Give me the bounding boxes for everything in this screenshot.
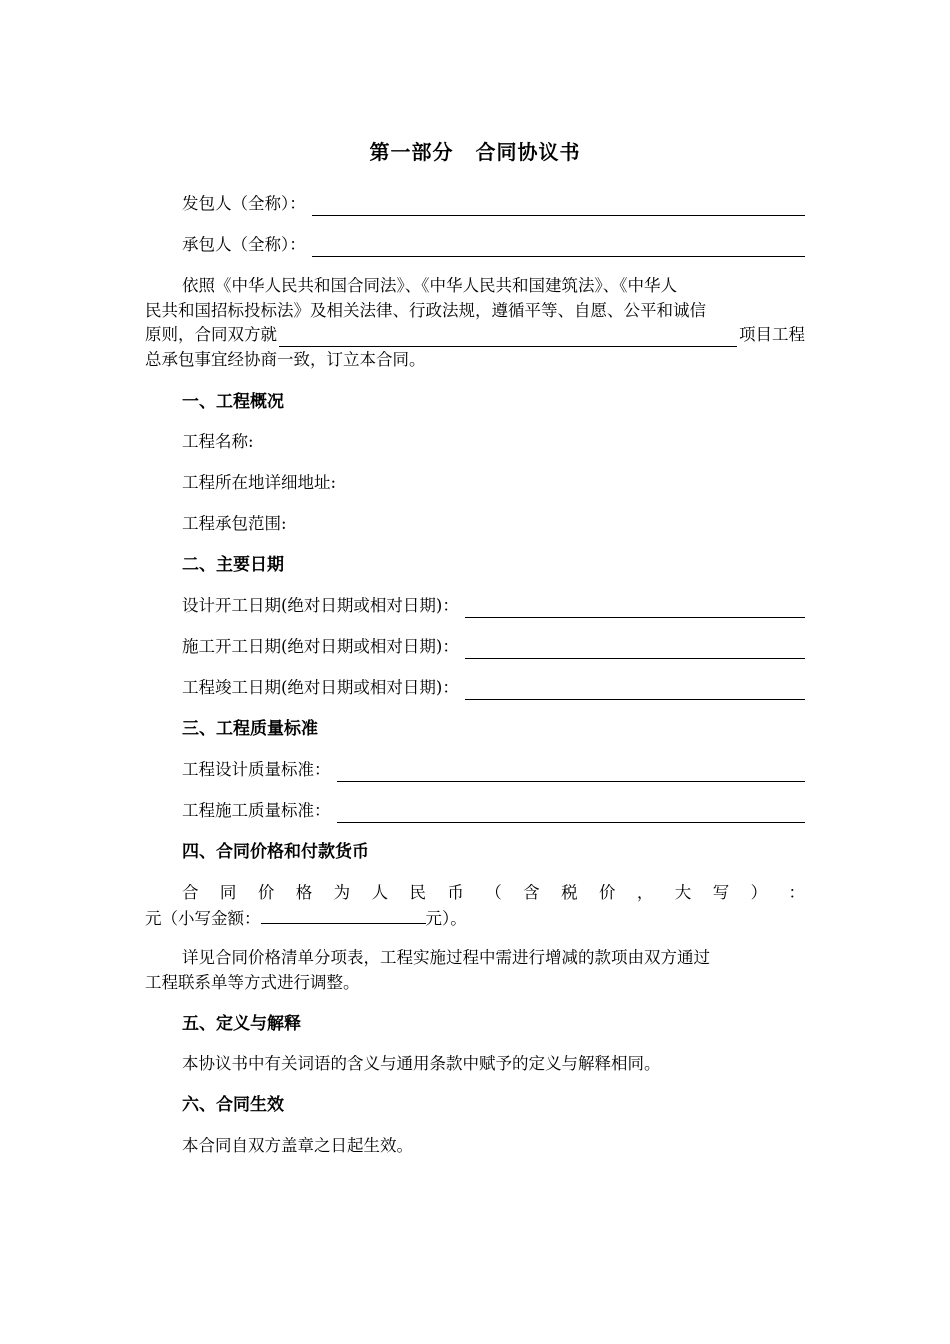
construction-start-row xyxy=(182,635,805,659)
price-char: 格 xyxy=(295,883,313,902)
preamble-line-4: 总承包事宜经协商一致，订立本合同。 xyxy=(145,350,426,369)
preamble-line-1: 依照《中华人民共和国合同法》、《中华人民共和国建筑法》、《中华人 xyxy=(182,276,677,295)
project-scope-label: 工程承包范围: xyxy=(182,514,287,533)
contractor-row xyxy=(182,233,805,257)
price-char: ） xyxy=(750,883,768,902)
preamble-line-3 xyxy=(145,323,805,347)
price-char: 税 xyxy=(561,883,578,902)
project-name-label: 工程名称: xyxy=(182,432,254,451)
section-1-heading: 一、工程概况 xyxy=(182,392,284,412)
price-char: 含 xyxy=(523,883,540,902)
contractor-blank[interactable] xyxy=(312,238,805,257)
construction-start-label: 施工开工日期(绝对日期或相对日期)： xyxy=(182,637,459,656)
completion-blank[interactable] xyxy=(465,681,805,700)
effectiveness-text: 本合同自双方盖章之日起生效。 xyxy=(182,1136,413,1155)
project-address-label: 工程所在地详细地址: xyxy=(182,473,337,492)
construction-quality-blank[interactable] xyxy=(337,804,806,823)
price-char: 大 xyxy=(674,883,692,902)
definitions-text: 本协议书中有关词语的含义与通用条款中赋予的定义与解释相同。 xyxy=(182,1054,661,1073)
amount-prefix: 元（小写金额： xyxy=(145,909,261,928)
preamble-line-3-prefix: 原则，合同双方就 xyxy=(145,325,277,344)
section-5-heading: 五、定义与解释 xyxy=(182,1014,301,1034)
contractor-label: 承包人（全称）： xyxy=(182,235,306,254)
completion-row xyxy=(182,676,805,700)
design-start-row xyxy=(182,594,805,618)
completion-label: 工程竣工日期(绝对日期或相对日期)： xyxy=(182,678,459,697)
design-quality-row xyxy=(182,758,805,782)
construction-start-blank[interactable] xyxy=(465,640,805,659)
design-start-blank[interactable] xyxy=(465,599,805,618)
amount-line xyxy=(145,905,805,931)
section-3-heading: 三、工程质量标准 xyxy=(182,719,318,739)
price-char: （ xyxy=(485,883,502,902)
title-name: 合同协议书 xyxy=(475,140,581,164)
price-char: 币 xyxy=(447,883,464,902)
employer-blank[interactable] xyxy=(312,197,805,216)
document-page xyxy=(145,0,805,1344)
price-char: 同 xyxy=(219,883,237,902)
price-detail-line-2: 工程联系单等方式进行调整。 xyxy=(145,973,360,992)
price-char: 民 xyxy=(409,883,426,902)
project-name-blank[interactable] xyxy=(279,328,737,347)
price-char: 价 xyxy=(598,883,616,902)
design-start-label: 设计开工日期(绝对日期或相对日期)： xyxy=(182,596,459,615)
price-char: 价 xyxy=(257,883,275,902)
section-6-heading: 六、合同生效 xyxy=(182,1095,284,1115)
amount-suffix: 元）。 xyxy=(425,909,467,928)
design-quality-label: 工程设计质量标准： xyxy=(182,760,331,779)
preamble-line-2: 民共和国招标投标法》及相关法律、行政法规，遵循平等、自愿、公平和诚信 xyxy=(145,301,706,320)
contract-price-line xyxy=(182,881,805,905)
price-detail-line-1: 详见合同价格清单分项表，工程实施过程中需进行增减的款项由双方通过 xyxy=(182,948,710,967)
page-title xyxy=(145,136,805,165)
construction-quality-row xyxy=(182,799,805,823)
section-4-heading: 四、合同价格和付款货币 xyxy=(182,842,369,862)
preamble-line-3-suffix: 项目工程 xyxy=(739,325,805,344)
employer-label: 发包人（全称）： xyxy=(182,194,306,213)
design-quality-blank[interactable] xyxy=(337,763,806,782)
construction-quality-label: 工程施工质量标准： xyxy=(182,801,331,820)
price-char: ： xyxy=(788,883,805,902)
amount-blank[interactable] xyxy=(261,905,426,924)
title-part: 第一部分 xyxy=(369,140,454,164)
employer-row xyxy=(182,192,805,216)
price-char: 写 xyxy=(712,883,730,902)
price-char: 人 xyxy=(371,883,389,902)
section-2-heading: 二、主要日期 xyxy=(182,555,284,575)
price-char: 为 xyxy=(333,883,351,902)
price-char: 合 xyxy=(182,883,199,902)
price-char: ， xyxy=(636,883,654,902)
